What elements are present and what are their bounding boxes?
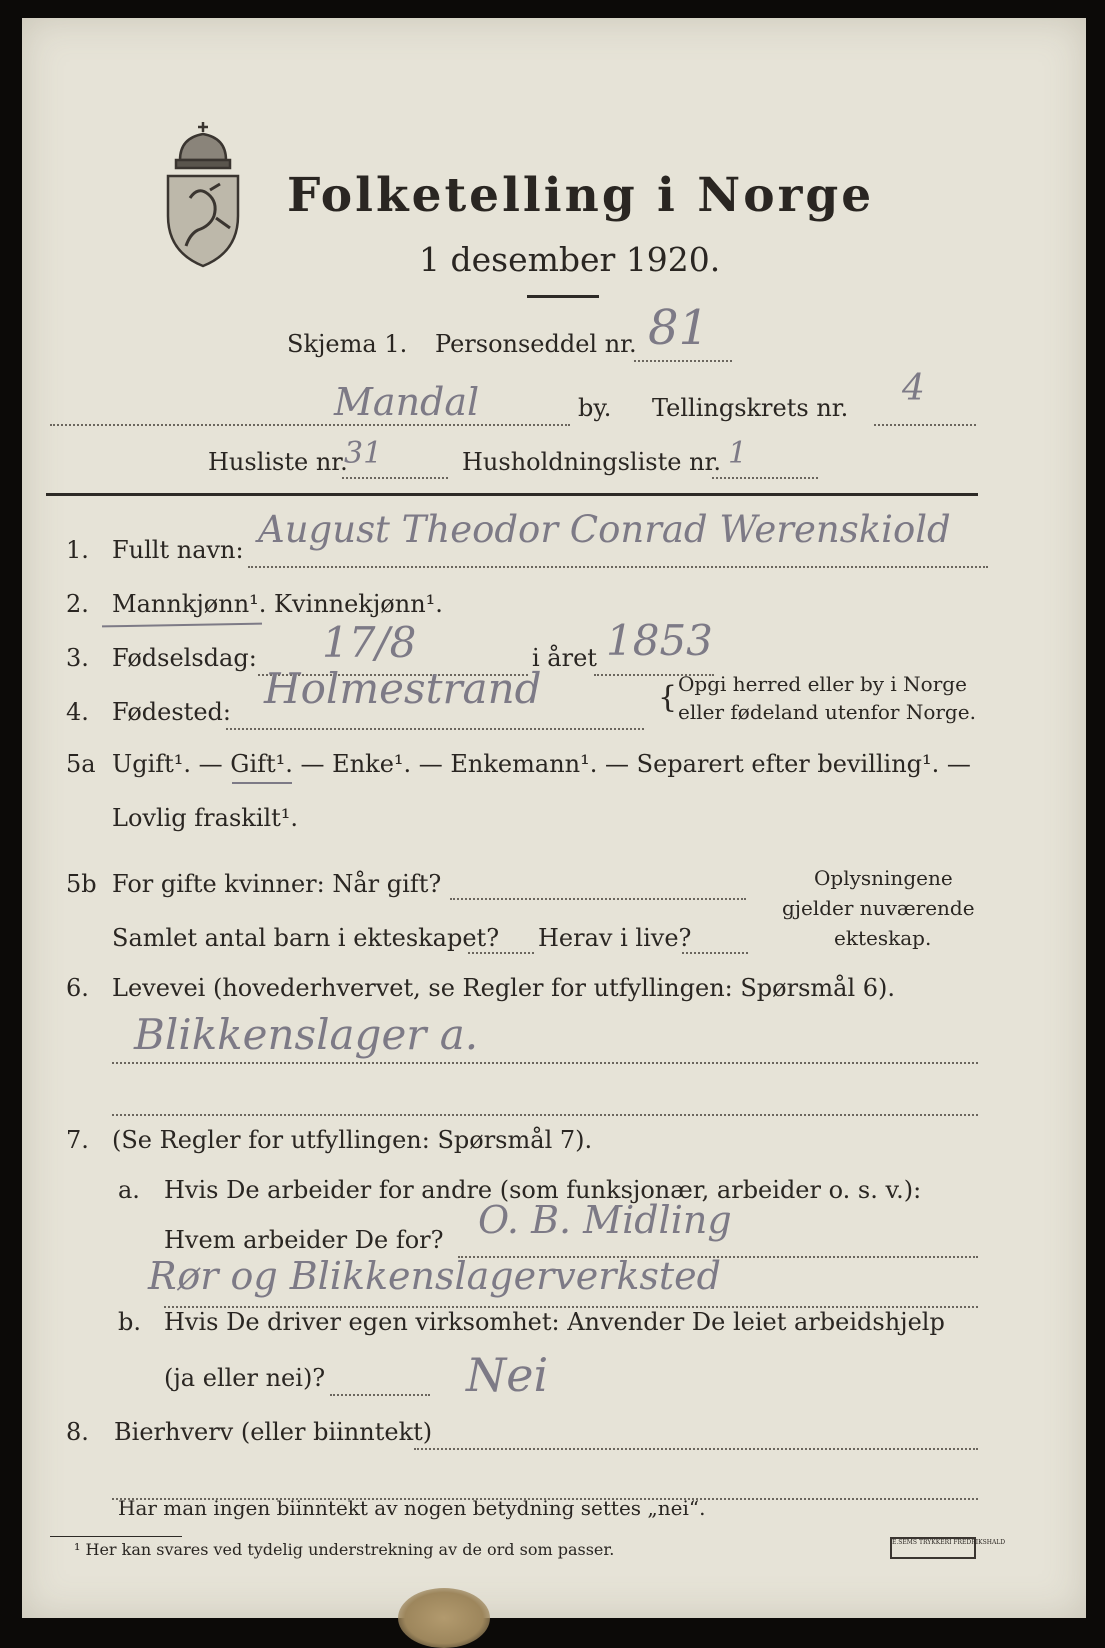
q7b-question: (ja eller nei)? xyxy=(164,1364,326,1392)
q1-number: 1. xyxy=(66,536,89,564)
husliste-label: Husliste nr. xyxy=(208,448,348,476)
header-rule xyxy=(46,493,978,496)
norwegian-coat-of-arms-icon xyxy=(160,118,246,270)
q5b-note-3: ekteskap. xyxy=(834,926,932,950)
q5b-married-line xyxy=(450,898,746,900)
q5a-line1: Ugift¹. — Gift¹. — Enke¹. — Enkemann¹. — Separert efter bevilling¹. — xyxy=(112,750,971,778)
q4-number: 4. xyxy=(66,698,89,726)
q5b-label-3: Herav i live? xyxy=(538,924,692,952)
q4-value: Holmestrand xyxy=(264,664,542,713)
schema-label: Skjema 1. xyxy=(287,330,408,358)
q3-number: 3. xyxy=(66,644,89,672)
q5b-note-2: gjelder nuværende xyxy=(782,896,975,920)
q6-number: 6. xyxy=(66,974,89,1002)
q5a-line2: Lovlig fraskilt¹. xyxy=(112,804,299,832)
q5b-note-1: Oplysningene xyxy=(814,866,953,890)
q5b-label-2: Samlet antal barn i ekteskapet? xyxy=(112,924,500,952)
census-form xyxy=(22,18,1086,1618)
husliste-no-line xyxy=(342,477,448,479)
q4-brace: { xyxy=(658,680,678,715)
q7b-value: Nei xyxy=(466,1348,549,1402)
q8-number: 8. xyxy=(66,1418,89,1446)
q7-number: 7. xyxy=(66,1126,89,1154)
q7-label: (Se Regler for utfyllingen: Spørsmål 7). xyxy=(112,1126,593,1154)
census-date: 1 desember 1920. xyxy=(419,240,721,279)
footnote-rule xyxy=(50,1536,182,1537)
seal-stain xyxy=(398,1588,490,1648)
q6-value: Blikkenslager a. xyxy=(134,1010,479,1059)
krets-no-value: 4 xyxy=(902,368,925,409)
person-label: Personseddel nr. xyxy=(435,330,637,358)
krets-no-line xyxy=(874,424,976,426)
q6-line-2 xyxy=(112,1114,978,1116)
q8-label: Bierhverv (eller biinntekt) xyxy=(114,1418,433,1446)
hush-no-value: 1 xyxy=(728,436,748,471)
q7a-letter: a. xyxy=(118,1176,140,1204)
q4-line xyxy=(226,728,644,730)
q5b-number: 5b xyxy=(66,870,97,898)
title-divider xyxy=(527,295,599,298)
q7a-label: Hvis De arbeider for andre (som funksjonær, arbeider o. s. v.): xyxy=(164,1176,922,1204)
q5a-number: 5a xyxy=(66,750,96,778)
hush-label: Husholdningsliste nr. xyxy=(462,448,721,476)
form-title: Folketelling i Norge xyxy=(287,168,875,223)
q7b-line xyxy=(330,1394,430,1396)
q3-year-value: 1853 xyxy=(606,616,713,665)
q7b-letter: b. xyxy=(118,1308,141,1336)
krets-label: Tellingskrets nr. xyxy=(652,394,849,422)
town-line xyxy=(50,424,570,426)
biinntekt-note: Har man ingen biinntekt av nogen betydning settes „nei“. xyxy=(118,1496,706,1520)
q1-line xyxy=(248,566,988,568)
q5b-label-1: For gifte kvinner: Når gift? xyxy=(112,870,442,898)
q1-label: Fullt navn: xyxy=(112,536,244,564)
q2-number: 2. xyxy=(66,590,89,618)
q8-line-1 xyxy=(414,1448,978,1450)
person-no-line xyxy=(634,360,732,362)
q5b-children-line xyxy=(468,952,534,954)
q7a-value-2: Rør og Blikkenslagerverksted xyxy=(148,1254,721,1298)
q4-label: Fødested: xyxy=(112,698,231,726)
q4-note-2: eller fødeland utenfor Norge. xyxy=(678,700,976,724)
q2-underline xyxy=(102,623,262,628)
q6-label: Levevei (hovederhvervet, se Regler for utfyllingen: Spørsmål 6). xyxy=(112,974,896,1002)
q3-date-value: 17/8 xyxy=(322,618,417,667)
husliste-no-value: 31 xyxy=(344,436,383,471)
person-no-value: 81 xyxy=(648,300,710,356)
q3-label: Fødselsdag: xyxy=(112,644,257,672)
q7a-question: Hvem arbeider De for? xyxy=(164,1226,444,1254)
town-value: Mandal xyxy=(334,380,480,424)
q7b-label: Hvis De driver egen virksomhet: Anvender De leiet arbeidshjelp xyxy=(164,1308,945,1336)
by-label: by. xyxy=(578,394,612,422)
hush-no-line xyxy=(712,477,818,479)
q7a-value-1: O. B. Midling xyxy=(478,1198,732,1242)
q5a-underline xyxy=(232,782,292,784)
q1-value: August Theodor Conrad Werenskiold xyxy=(258,508,951,551)
q2-label: Mannkjønn¹. Kvinnekjønn¹. xyxy=(112,590,443,618)
footnote: ¹ Her kan svares ved tydelig understrekning av de ord som passer. xyxy=(74,1540,615,1559)
printer-stamp: E.SEMS TRYKKERI FREDRIKSHALD xyxy=(890,1537,976,1559)
q4-note-1: Opgi herred eller by i Norge xyxy=(678,672,967,696)
q5b-alive-line xyxy=(682,952,748,954)
q3-year-label: i året xyxy=(532,644,597,672)
q6-line-1 xyxy=(112,1062,978,1064)
